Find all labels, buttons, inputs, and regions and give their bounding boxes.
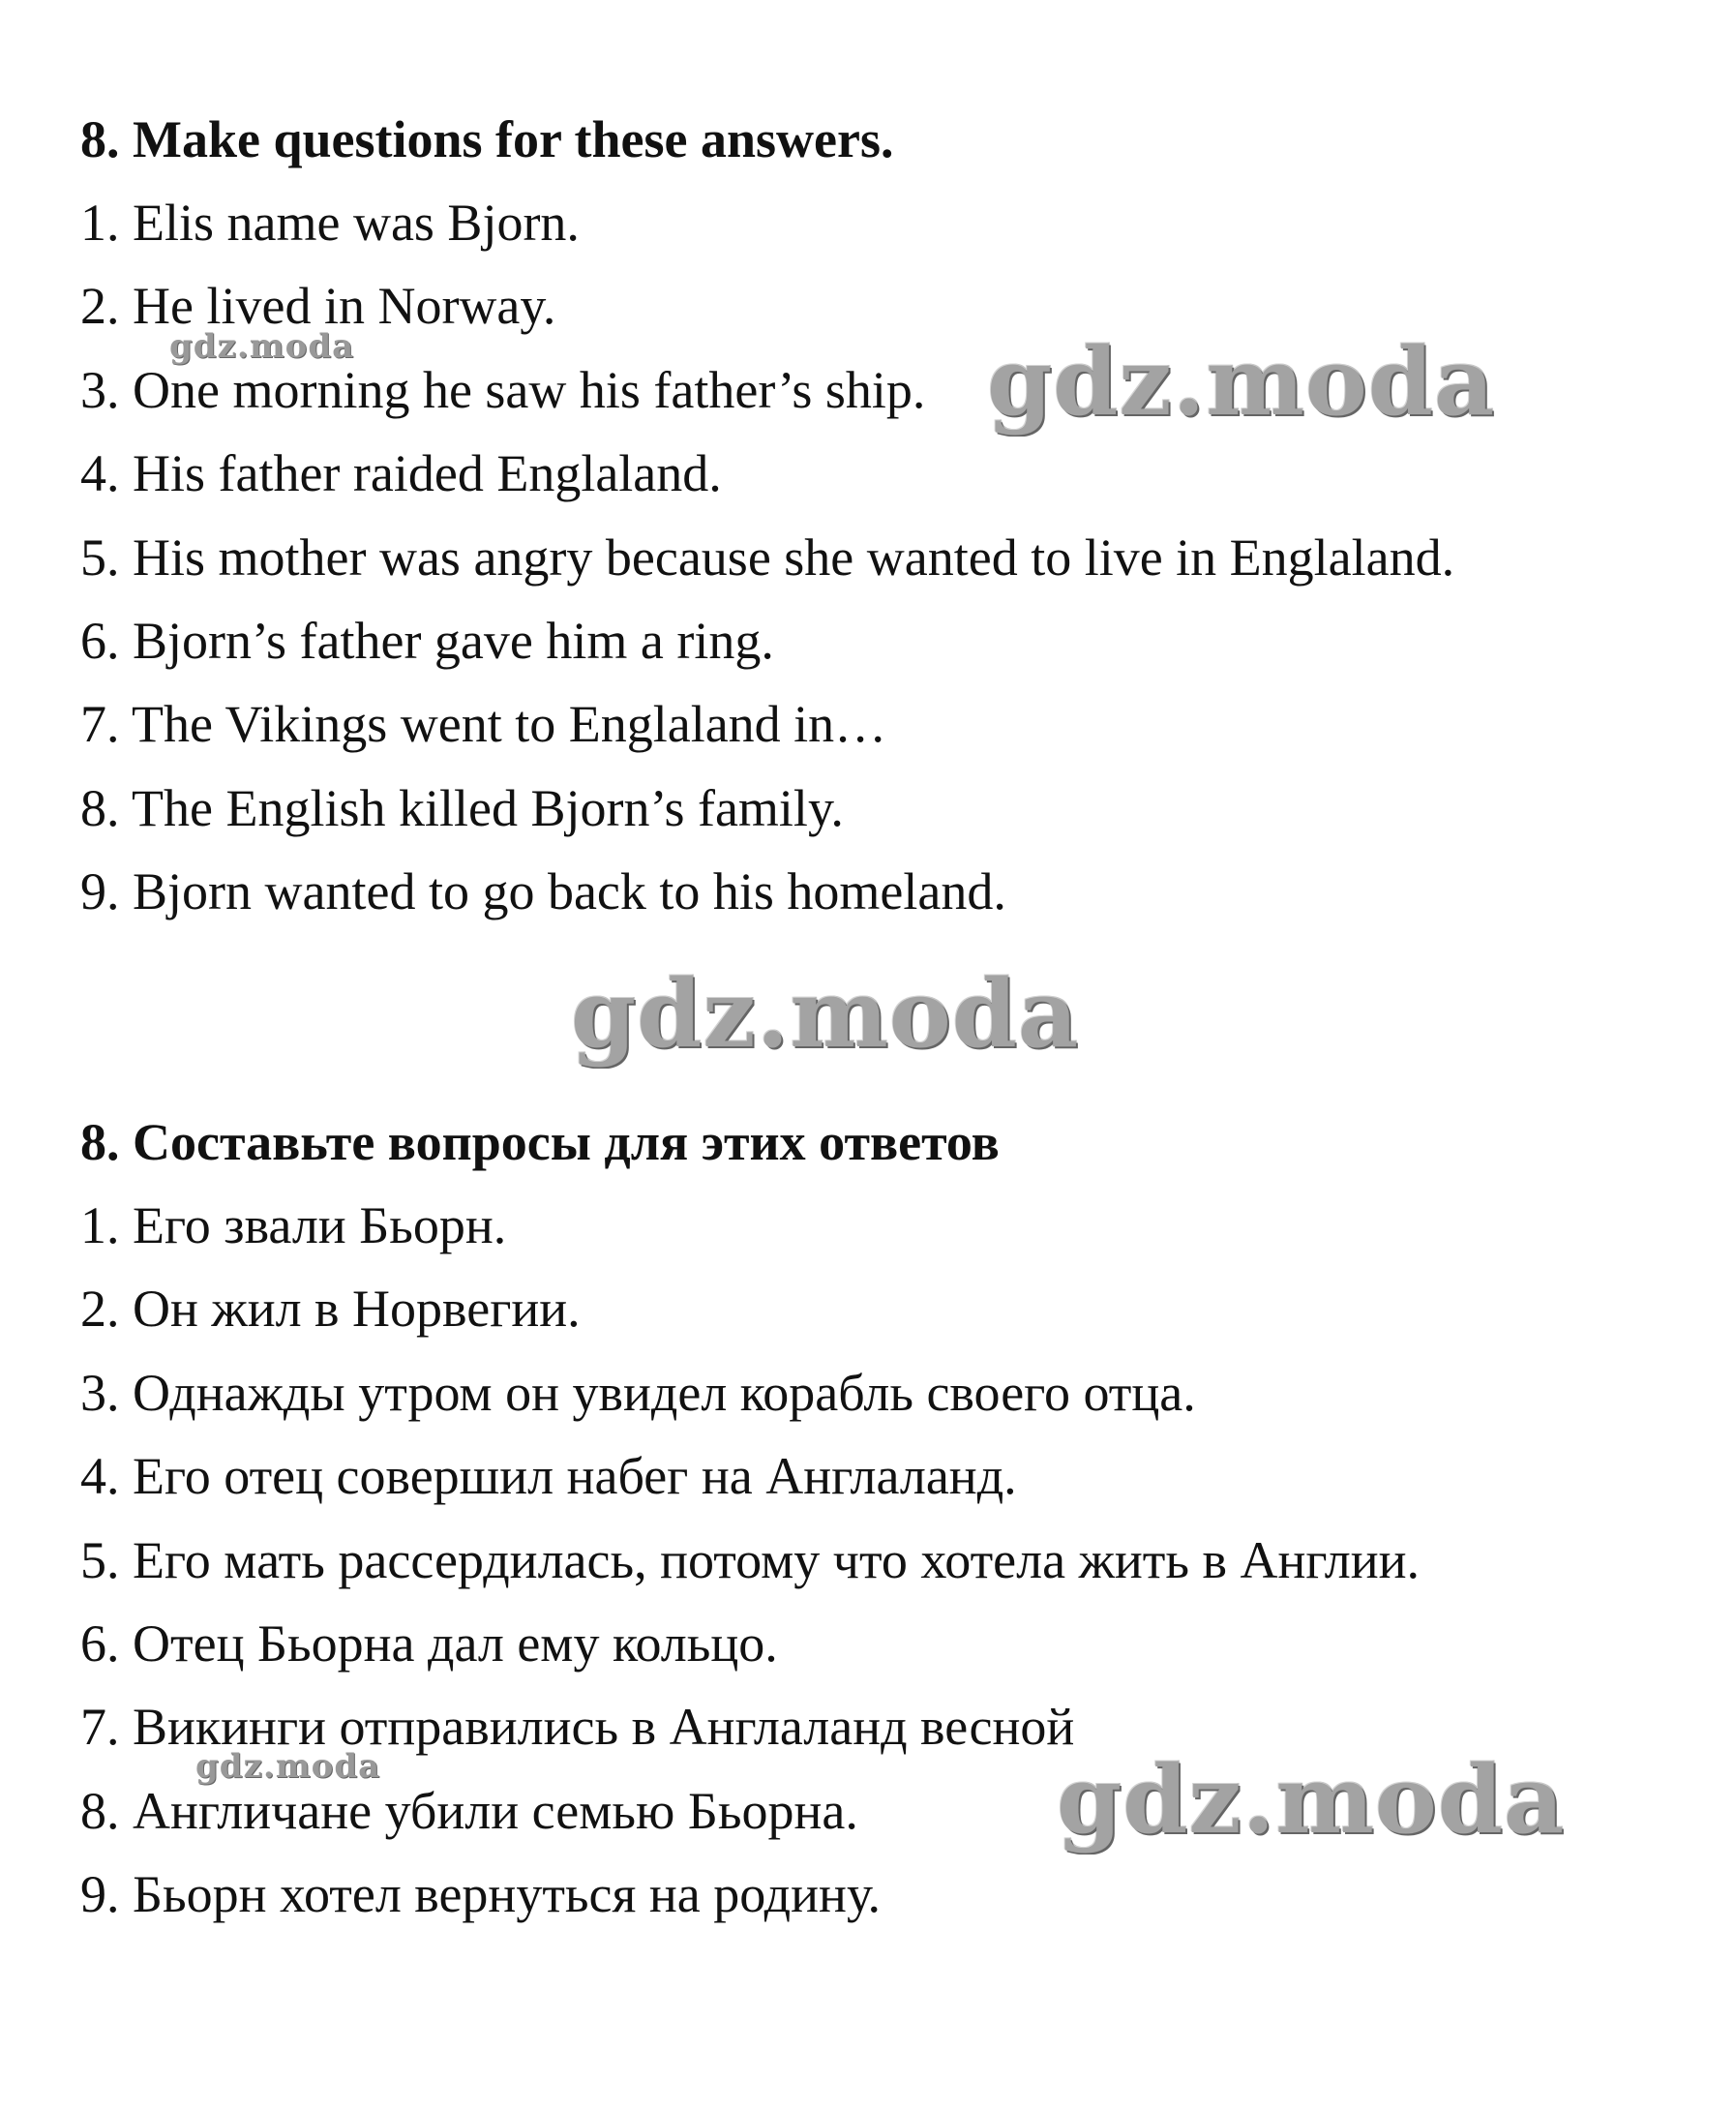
watermark-small: gdz.moda — [195, 1747, 381, 1786]
russian-item: 1. Его звали Бьорн. — [80, 1196, 507, 1254]
watermark-large: gdz.moda — [571, 959, 1080, 1069]
russian-item: 7. Викинги отправились в Англаланд весной — [80, 1698, 1075, 1756]
english-heading: 8. Make questions for these answers. — [80, 110, 894, 168]
watermark-small: gdz.moda — [169, 327, 355, 366]
watermark-large: gdz.moda — [1057, 1745, 1566, 1855]
russian-item: 2. Он жил в Норвегии. — [80, 1280, 581, 1338]
english-item: 8. The English killed Bjorn’s family. — [80, 779, 844, 837]
russian-item: 5. Его мать рассердилась, потому что хотела жить в Англии. — [80, 1531, 1421, 1589]
english-item: 9. Bjorn wanted to go back to his homeland. — [80, 862, 1006, 920]
russian-item: 8. Англичане убили семью Бьорна. — [80, 1782, 858, 1840]
english-item: 1. Elis name was Bjorn. — [80, 194, 580, 252]
watermark-large: gdz.moda — [987, 327, 1496, 437]
english-item: 3. One morning he saw his father’s ship. — [80, 361, 926, 419]
english-item: 6. Bjorn’s father gave him a ring. — [80, 612, 774, 670]
english-item: 7. The Vikings went to Englaland in… — [80, 695, 887, 753]
russian-item: 3. Однажды утром он увидел корабль своего отца. — [80, 1364, 1196, 1422]
english-item: 2. He lived in Norway. — [80, 277, 556, 335]
russian-item: 6. Отец Бьорна дал ему кольцо. — [80, 1614, 778, 1673]
russian-item: 9. Бьорн хотел вернуться на родину. — [80, 1865, 882, 1923]
english-item: 5. His mother was angry because she wanted to live in Englaland. — [80, 528, 1455, 587]
russian-item: 4. Его отец совершил набег на Англаланд. — [80, 1447, 1017, 1505]
russian-heading: 8. Составьте вопросы для этих ответов — [80, 1113, 1000, 1171]
english-item: 4. His father raided Englaland. — [80, 444, 722, 502]
